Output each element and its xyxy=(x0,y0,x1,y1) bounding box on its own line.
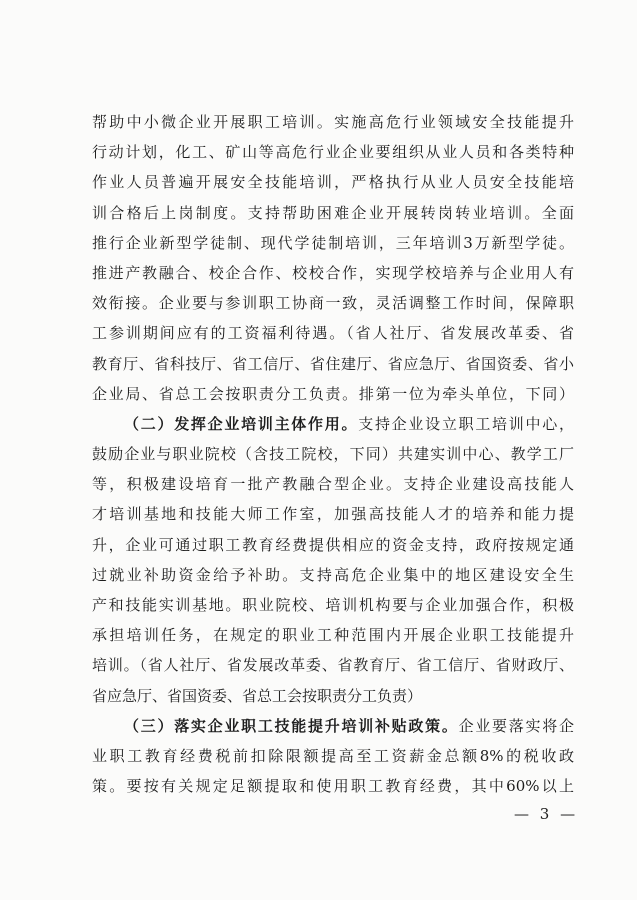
text-line: 教育厅、省科技厅、省工信厅、省住建厅、省应急厅、省国资委、省小 xyxy=(92,354,574,373)
text-line: 过就业补助资金给予补助。支持高危企业集中的地区建设安全生 xyxy=(92,565,574,584)
text-line: 工参训期间应有的工资福利待遇。（省人社厅、省发展改革委、省 xyxy=(92,324,574,343)
text-line: 业职工教育经费税前扣除限额提高至工资薪金总额8%的税收政 xyxy=(92,746,574,765)
section-text: 支持企业设立职工培训中心， xyxy=(358,414,574,433)
text-line: 作业人员普遍开展安全技能培训，严格执行从业人员安全技能培 xyxy=(92,173,574,192)
text-line: 升，企业可通过职工教育经费提供相应的资金支持，政府按规定通 xyxy=(92,535,574,554)
text-line: 效衔接。企业要与参训职工协商一致，灵活调整工作时间，保障职 xyxy=(92,294,574,313)
text-line: 行动计划，化工、矿山等高危行业企业要组织从业人员和各类特种 xyxy=(92,143,574,162)
page-number: — 3 — xyxy=(514,805,579,823)
text-line: 省应急厅、省国资委、省总工会按职责分工负责） xyxy=(92,686,423,705)
text-line: 训合格后上岗制度。支持帮助困难企业开展转岗转业培训。全面 xyxy=(92,203,574,222)
text-line: 推行企业新型学徒制、现代学徒制培训，三年培训3万新型学徒。 xyxy=(92,233,574,252)
text-line: 承担培训任务，在规定的职业工种范围内开展企业职工技能提升 xyxy=(92,626,574,645)
text-line: 鼓励企业与职业院校（含技工院校，下同）共建实训中心、教学工厂 xyxy=(92,445,574,464)
section-heading-line xyxy=(92,711,574,741)
text-line: 企业局、省总工会按职责分工负责。排第一位为牵头单位，下同） xyxy=(92,384,574,403)
text-line: 培训。（省人社厅、省发展改革委、省教育厅、省工信厅、省财政厅、 xyxy=(92,656,574,675)
text-line: 等，积极建设培育一批产教融合型企业。支持企业建设高技能人 xyxy=(92,475,574,494)
section-heading: （三）落实企业职工技能提升培训补贴政策。 xyxy=(124,716,459,735)
text-line: 帮助中小微企业开展职工培训。实施高危行业领域安全技能提升 xyxy=(92,113,574,131)
text-line: 产和技能实训基地。职业院校、培训机构要与企业加强合作，积极 xyxy=(92,596,574,614)
body-text xyxy=(92,107,574,801)
text-line: 才培训基地和技能大师工作室，加强高技能人才的培养和能力提 xyxy=(92,505,574,524)
section-heading: （二）发挥企业培训主体作用。 xyxy=(124,414,359,433)
section-heading-line xyxy=(92,409,574,439)
text-line: 推进产教融合、校企合作、校校合作，实现学校培养与企业用人有 xyxy=(92,263,574,282)
section-text: 企业要落实将企 xyxy=(458,716,574,735)
text-line: 策。要按有关规定足额提取和使用职工教育经费，其中60%以上 xyxy=(92,777,574,796)
